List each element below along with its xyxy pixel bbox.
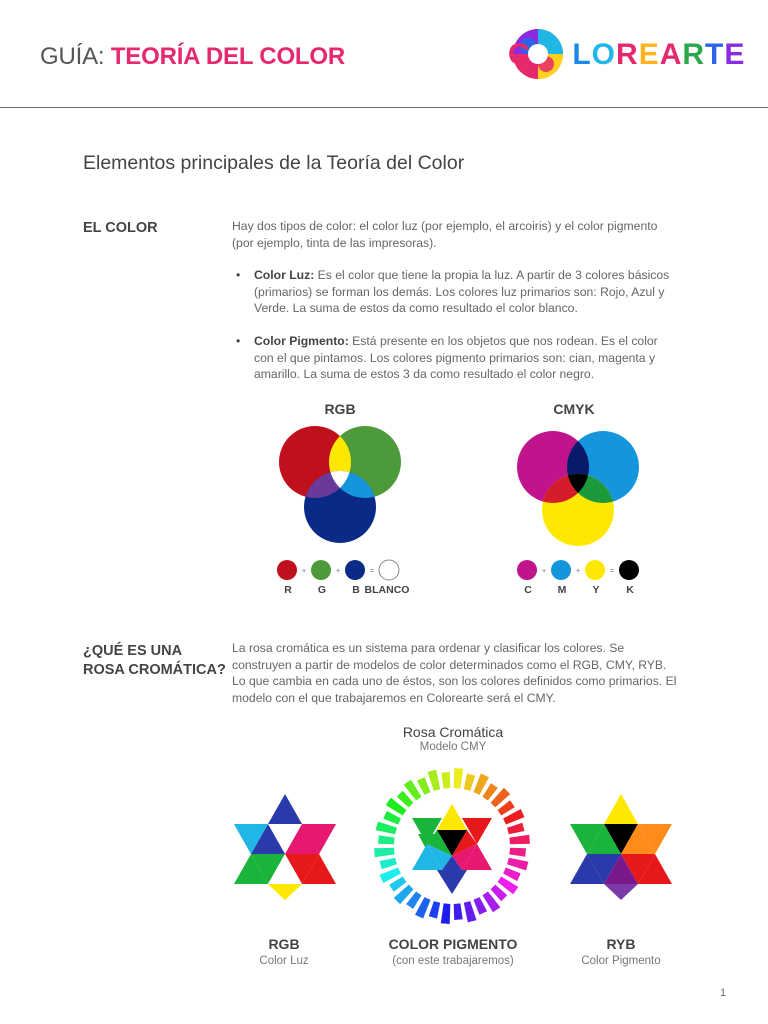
color-wheel-segment [441, 772, 450, 789]
logo-letter: R [682, 38, 706, 71]
legend-letter: K [626, 584, 634, 596]
logo-letter: T [705, 38, 725, 71]
color-wheel-segment [507, 823, 524, 834]
star-label-rgb-title: RGB [268, 936, 300, 952]
color-wheel-segment [474, 897, 488, 915]
ryb-star-icon [566, 792, 676, 902]
svg-text:+: + [335, 568, 341, 575]
bullet-text: Es el color que tiene la propia la luz. A partir de 3 colores básicos (primarios) se forman los demás. Los colores luz primarios son: Rojo, Azul y Verde. La suma de estos da como resultado el color blanco. [254, 268, 670, 315]
bullet-dot-icon: • [236, 334, 241, 348]
color-wheel-segment [441, 903, 451, 924]
logo-letter: L [572, 38, 592, 71]
svg-text:=: = [369, 568, 375, 575]
bullet-term: Color Pigmento: [254, 334, 349, 348]
logo-letter: C [508, 38, 531, 71]
section-heading: Elementos principales de la Teoría del Color [83, 152, 465, 174]
guide-topic: TEORÍA DEL COLOR [110, 43, 345, 70]
bullet-dot-icon: • [236, 268, 241, 282]
color-wheel-segment [503, 868, 521, 882]
cmyk-legend [516, 557, 646, 583]
color-wheel-segment [507, 858, 528, 871]
color-wheel-segment [509, 848, 526, 857]
legend-letter: C [524, 584, 532, 596]
svg-text:+: + [575, 568, 581, 575]
color-wheel-segment [383, 811, 401, 825]
el-color-label: EL COLOR [83, 220, 158, 236]
bullet-text: Está presente en los objetos que nos rodean. Es el color con el que pintamos. Los colores pigmento primarios son: cian, magenta y amarillo. La suma de estos 3 da como resultado el color negro. [254, 334, 658, 381]
page-header [0, 0, 768, 108]
color-wheel-segment [454, 903, 463, 920]
rgb-legend [276, 557, 406, 583]
star-label-ryb-title: RYB [606, 936, 636, 952]
star-label-rgb-subtitle: Color Luz [259, 955, 309, 967]
star-label-pigmento-subtitle: (con este trabajaremos) [392, 955, 514, 967]
logo-letter: E [638, 38, 660, 71]
rgb-venn-diagram [274, 422, 414, 562]
logo-letter: E [724, 38, 746, 71]
logo-text [508, 38, 746, 72]
logo-letter: A [659, 38, 683, 71]
rosa-subtitle: Modelo CMY [419, 741, 487, 753]
rgb-diagram-title: RGB [324, 401, 356, 417]
legend-letter: BLANCO [364, 584, 410, 596]
logo-letters [508, 38, 746, 71]
color-wheel-segment [378, 835, 395, 844]
rosa-cromatica-label [83, 642, 226, 680]
cmyk-diagram-title: CMYK [553, 401, 595, 417]
color-wheel-segment [374, 848, 395, 858]
color-wheel-segment [417, 777, 431, 795]
guide-prefix: GUÍA: [40, 43, 105, 70]
logo-letter: O [591, 38, 617, 71]
legend-letter: R [284, 584, 292, 596]
color-wheel-segment [429, 901, 440, 918]
guide-title [40, 42, 345, 72]
colorearte-logo [508, 24, 746, 84]
star-label-pigmento-title: COLOR PIGMENTO [388, 936, 518, 952]
rgb-star-icon [230, 792, 340, 902]
legend-letter: Y [592, 584, 600, 596]
legend-letter: B [352, 584, 360, 596]
color-wheel-segment [380, 858, 397, 869]
el-color-intro: Hay dos tipos de color: el color luz (por ejemplo, el arcoiris) y el color pigmento (por ejemplo, tinta de las impresoras). [232, 219, 658, 250]
rosa-title: Rosa Cromática [402, 724, 504, 740]
bullet-color-pigmento [236, 333, 676, 383]
color-wheel-segment [509, 835, 530, 845]
color-wheel-segment [464, 901, 477, 922]
legend-letter: M [557, 584, 567, 596]
color-wheel-segment [428, 770, 441, 791]
svg-text:=: = [609, 568, 615, 575]
rosa-label-line2: ROSA CROMÁTICA? [83, 662, 226, 678]
cmyk-venn-diagram [510, 422, 650, 562]
star-label-ryb-subtitle: Color Pigmento [581, 955, 661, 967]
rosa-cromatica-text: La rosa cromática es un sistema para ordenar y clasificar los colores. Se construyen a partir de modelos de color determinados como el RGB, CMY, RYB. Lo que cambia en cada uno de éstos, son los colores definidos como primarios. El modelo con el que trabajaremos en Colorearte será el CMY. [232, 641, 677, 705]
svg-text:+: + [301, 568, 307, 575]
bullet-color-luz [236, 267, 676, 317]
color-wheel-icon [372, 766, 532, 926]
logo-letter: R [616, 38, 639, 71]
color-wheel-segment [464, 774, 475, 791]
svg-text:+: + [541, 568, 547, 575]
color-wheel-segment [376, 822, 397, 835]
color-wheel-segment [454, 768, 464, 789]
bullet-term: Color Luz: [254, 268, 315, 282]
legend-letter: G [317, 584, 327, 596]
rosa-label-line1: ¿QUÉ ES UNA [83, 643, 183, 659]
page-number: 1 [720, 987, 727, 999]
